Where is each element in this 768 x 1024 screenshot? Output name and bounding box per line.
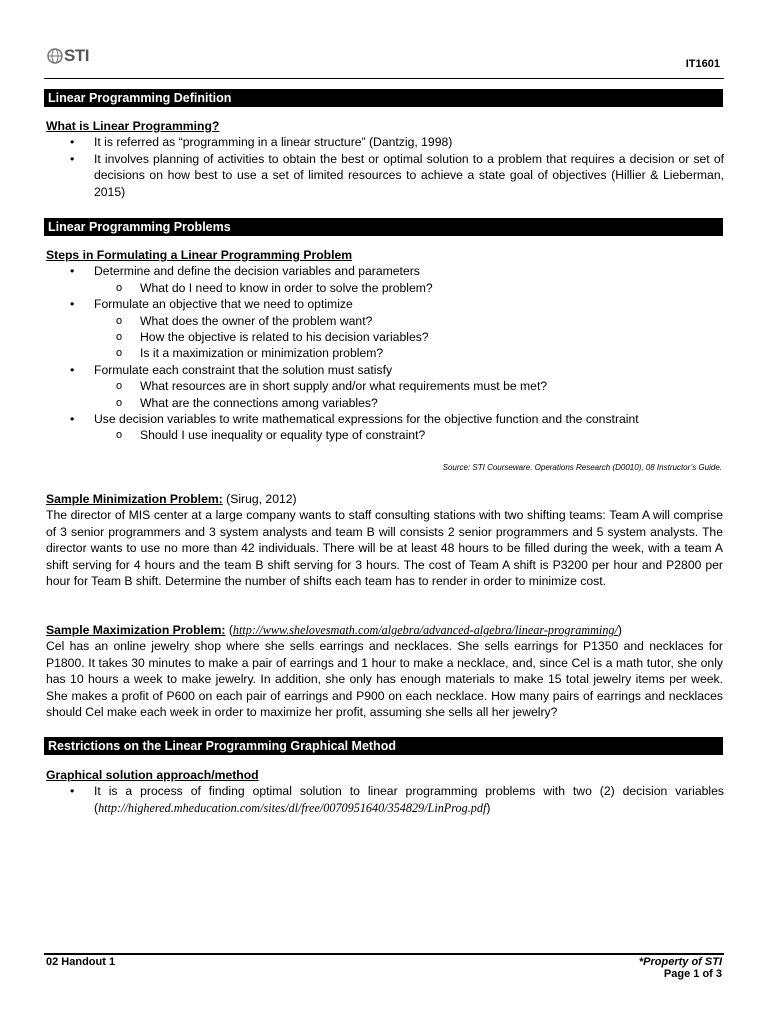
minimization-block (46, 491, 723, 589)
maximization-block: Sample Maximization Problem: (http://www.shelovesmath.com/algebra/advanced-algebra/linear-programming/) Cel has an online jewelry shop where she sells earrings and necklaces. She sells earrings for P1350 and necklaces for P1800. It takes 30 minutes to make a pair of earrings and 1 hour to make a necklace, and, since Cel is a math tutor, she only has 10 hours a week to make jewelry. In addition, she only has enough materials to make 15 total jewelry items per week. She makes a profit of P600 on each pair of earrings and P900 on each necklace. How many pairs of earrings and necklaces should Cel make each week in order to maximize her profit, assuming she sells all her jewelry? (46, 623, 723, 720)
max-problem-title: Sample Maximization Problem: (46, 623, 226, 637)
list-item: • It involves planning of activities to obtain the best or optimal solution to a problem that requires a decision or set of decisions on how best to use a set of limited resources to achieve a state goal of objectives (Hillier & Lieberman, 2015) (46, 151, 724, 200)
substeps-list (46, 427, 724, 443)
logo-text: STI (64, 46, 89, 65)
steps-list (46, 362, 724, 378)
sti-logo (46, 46, 106, 66)
substep-item: o Should I use inequality or equality type of constraint? (46, 427, 724, 443)
step-item: • Determine and define the decision variables and parameters (46, 263, 724, 279)
footer-property: *Property of STI (638, 956, 722, 968)
section-title-definition: Linear Programming Definition (44, 89, 723, 107)
definition-list (46, 134, 724, 200)
section-title-restrictions: Restrictions on the Linear Programming Graphical Method (44, 737, 723, 755)
substeps-list (46, 313, 724, 362)
min-problem-text: The director of MIS center at a large company wants to staff consulting stations with two shifting teams: Team A will comprise of 3 senior programmers and 3 system analysts and team B will consists 2 senior programmers and 5 system analysts. The director wants to use no more than 42 individuals. There will be at least 48 hours to be filled during the week, with a team A shift serving for 4 hours and the team B shift serving for 3 hours. The cost of Team A shift is P3200 per hour and P2800 per hour for Team B shift. Determine the number of shifts each team has to render in order to minimize cost. (46, 508, 723, 589)
restrictions-block (46, 767, 724, 816)
restriction-text: It is a process of finding optimal solution to linear programming problems with two (2) decision variables (94, 784, 724, 799)
steps-block (46, 247, 724, 444)
substeps-list (46, 280, 724, 296)
list-item: • It is a process of finding optimal solution to linear programming problems with two (2) decision variables (http://highered.mheducation.com/sites/dl/free/0070951640/354829/LinProg.pdf) (46, 783, 724, 816)
globe-icon (46, 46, 64, 66)
restrictions-list (46, 783, 724, 816)
min-problem-title: Sample Minimization Problem: (46, 492, 223, 506)
list-item: • It is referred as “programming in a linear structure” (Dantzig, 1998) (46, 134, 724, 150)
max-problem-link[interactable]: http://www.shelovesmath.com/algebra/advanced-algebra/linear-programming/ (232, 623, 618, 637)
substep-item: o What are the connections among variables? (46, 395, 724, 411)
step-item: • Use decision variables to write mathematical expressions for the objective function and the constraint (46, 411, 724, 427)
substep-item: o What do I need to know in order to solve the problem? (46, 280, 724, 296)
course-code: IT1601 (685, 58, 720, 70)
restrictions-subheading: Graphical solution approach/method (46, 768, 259, 782)
steps-list (46, 411, 724, 427)
steps-list (46, 296, 724, 312)
steps-subheading: Steps in Formulating a Linear Programming Problem (46, 248, 353, 262)
substep-item: o What does the owner of the problem want? (46, 313, 724, 329)
steps-list (46, 263, 724, 279)
footer-handout: 02 Handout 1 (46, 956, 116, 968)
step-item: • Formulate each constraint that the solution must satisfy (46, 362, 724, 378)
footer-right (639, 956, 722, 980)
substeps-list (46, 378, 724, 411)
substep-item: o How the objective is related to his decision variables? (46, 329, 724, 345)
substep-item: o What resources are in short supply and/or what requirements must be met? (46, 378, 724, 394)
substep-item: o Is it a maximization or minimization problem? (46, 345, 724, 361)
min-problem-cite: (Sirug, 2012) (222, 492, 297, 506)
max-problem-text: Cel has an online jewelry shop where she sells earrings and necklaces. She sells earrings for P1350 and necklaces for P1800. It takes 30 minutes to make a pair of earrings and 1 hour to make a necklace, and, since Cel is a math tutor, she only has 10 hours a week to make jewelry. In addition, she only has enough materials to make 15 total jewelry items per week. She makes a profit of P600 on each pair of earrings and P900 on each necklace. How many pairs of earrings and necklaces should Cel make each week in order to maximize her profit, assuming she sells all her jewelry? (46, 639, 723, 720)
definition-block (46, 118, 724, 200)
header-divider (44, 78, 724, 79)
section-title-problems: Linear Programming Problems (44, 218, 723, 236)
source-citation: Source: STI Courseware. Operations Research (D0010), 08 Instructor’s Guide. (442, 463, 722, 472)
step-item: • Formulate an objective that we need to optimize (46, 296, 724, 312)
footer-divider (44, 953, 724, 955)
definition-subheading: What is Linear Programming? (46, 119, 220, 133)
restriction-link[interactable]: http://highered.mheducation.com/sites/dl/free/0070951640/354829/LinProg.pdf (98, 800, 487, 815)
footer-page: Page 1 of 3 (663, 968, 722, 980)
